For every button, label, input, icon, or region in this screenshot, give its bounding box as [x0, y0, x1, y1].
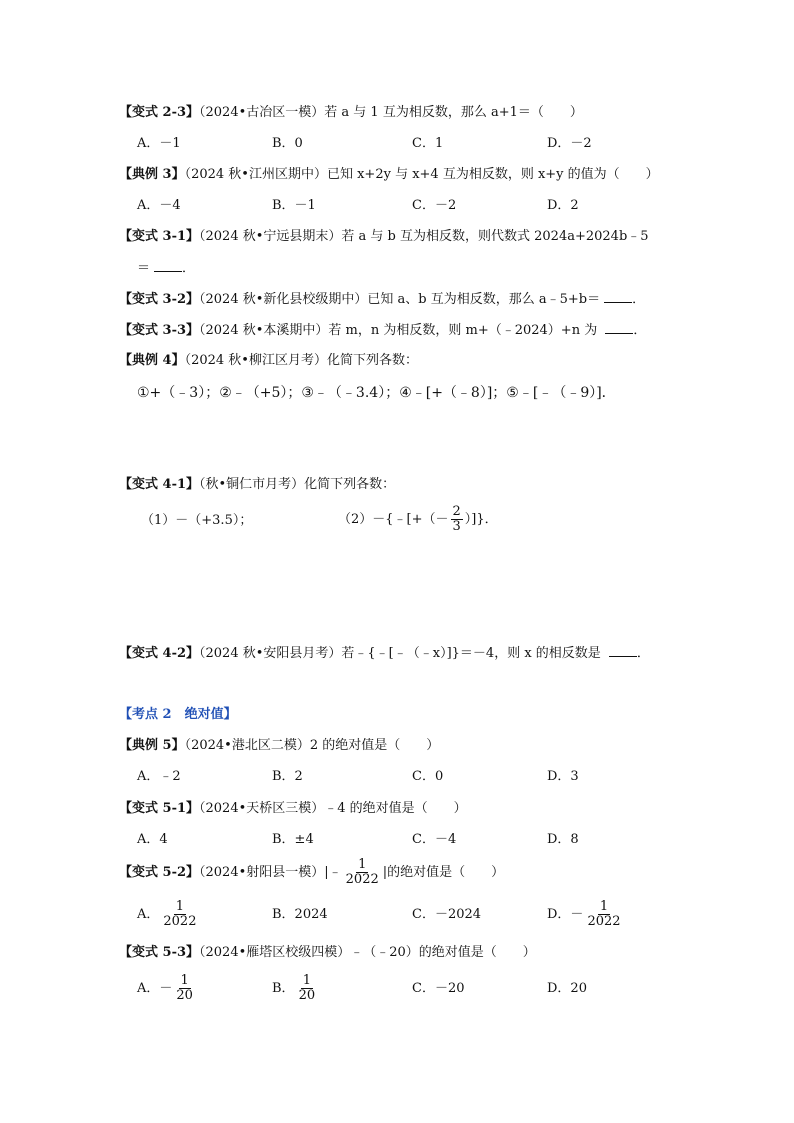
expression-prefix: （2）－{﹣[+（－ [338, 512, 449, 527]
period: ． [636, 646, 650, 661]
option-a [137, 973, 197, 1005]
option-a: A．﹣2 [137, 769, 181, 784]
question-variant-4-2 [119, 644, 650, 663]
option-d [547, 899, 625, 931]
sub-question-1: （1）－（+3.5）； [141, 513, 253, 528]
option-b: B．2 [272, 769, 303, 784]
question-tag: 【典例 4】 [119, 353, 185, 368]
question-variant-2-3 [119, 104, 583, 122]
option-c: C．－2024 [412, 907, 482, 922]
question-text: （2024•古冶区一模）若 a 与 1 互为相反数，那么 a+1＝（ ） [199, 105, 583, 120]
denominator: 20 [176, 988, 193, 1003]
option-label: D．－ [547, 907, 584, 922]
question-text: （2024 秋•宁远县期末）若 a 与 b 互为相反数，则代数式 2024a+2024b﹣5 [199, 229, 649, 244]
question-text: （2024•港北区二模）2 的绝对值是（ ） [184, 738, 440, 753]
answer-blank[interactable] [154, 259, 182, 272]
option-b: B．0 [272, 136, 303, 151]
question-tag: 【变式 3-2】 [119, 292, 200, 307]
question-variant-4-1 [119, 476, 395, 494]
question-text: （秋•铜仁市月考）化简下列各数： [199, 477, 396, 492]
fraction [161, 900, 198, 929]
question-tag: 【变式 3-1】 [119, 229, 200, 244]
question-tag: 【变式 4-1】 [119, 477, 200, 492]
numerator: 1 [599, 899, 609, 914]
denominator: 2022 [163, 914, 197, 929]
option-a: A．－4 [137, 198, 181, 213]
question-tag: 【典例 5】 [119, 738, 185, 753]
option-b [272, 973, 319, 1005]
question-variant-3-1 [119, 228, 649, 246]
question-tag: 【变式 4-2】 [119, 646, 200, 661]
question-tag: 【典例 3】 [119, 167, 185, 182]
option-label: A．－ [137, 981, 173, 996]
question-tag: 【变式 3-3】 [119, 323, 200, 338]
section-heading: 【考点 2 绝对值】 [119, 707, 237, 722]
expression-list: ①+（﹣3）；②﹣（+5）；③﹣（﹣3.4）；④﹣[+（﹣8）]；⑤﹣[﹣（﹣9）]． [137, 385, 616, 401]
question-text-suffix: |的绝对值是（ ） [382, 865, 505, 880]
question-variant-5-1 [119, 800, 467, 818]
option-c: C．1 [412, 136, 444, 151]
question-text: （2024 秋•柳江区月考）化简下列各数： [184, 353, 418, 368]
option-b: B．±4 [272, 832, 314, 847]
period: ． [633, 323, 647, 338]
fraction [451, 505, 463, 534]
numerator: 1 [175, 899, 185, 914]
option-label: B． [272, 981, 295, 996]
option-b: B．－1 [272, 198, 316, 213]
option-b: B．2024 [272, 907, 328, 922]
answer-blank[interactable] [609, 644, 637, 657]
option-d: D．3 [547, 769, 579, 784]
period: ． [632, 292, 646, 307]
option-label: A． [137, 907, 160, 922]
question-example-3 [119, 166, 659, 184]
denominator: 20 [298, 988, 316, 1003]
question-variant-3-2 [119, 290, 645, 309]
option-c: C．－4 [412, 832, 457, 847]
option-d: D．20 [547, 981, 587, 996]
question-example-5 [119, 737, 439, 755]
option-c: C．0 [412, 769, 444, 784]
answer-blank[interactable] [604, 290, 632, 303]
answer-blank[interactable] [605, 321, 633, 334]
numerator: 1 [302, 973, 311, 988]
question-tag: 【变式 5-3】 [119, 945, 200, 960]
fraction [297, 974, 318, 1003]
answer-line [137, 259, 195, 278]
denominator: 2022 [587, 914, 621, 929]
question-variant-5-3 [119, 944, 536, 962]
numerator: 2 [452, 504, 461, 519]
question-text: （2024•天桥区三模）﹣4 的绝对值是（ ） [199, 801, 467, 816]
question-text: （2024 秋•新化县校级期中）已知 a、b 互为相反数，那么 a﹣5+b＝ [199, 292, 601, 307]
option-d: D．2 [547, 198, 579, 213]
question-tag: 【变式 5-2】 [119, 865, 200, 880]
sub-question-2 [338, 505, 498, 535]
option-d: D．8 [547, 832, 579, 847]
option-a [137, 899, 200, 931]
equals-sign: ＝ [137, 261, 151, 276]
expression-suffix: ）]}． [464, 512, 498, 527]
question-variant-5-2 [119, 857, 504, 889]
option-c: C．－2 [412, 198, 457, 213]
numerator: 1 [358, 857, 367, 872]
question-text: （2024 秋•安阳县月考）若﹣{﹣[﹣（﹣x）]}＝－4，则 x 的相反数是 [199, 646, 605, 661]
question-text: （2024 秋•江州区期中）已知 x+2y 与 x+4 互为相反数，则 x+y 的值为（ ） [184, 167, 659, 182]
option-d: D．－2 [547, 136, 592, 151]
option-a: A．－1 [137, 136, 181, 151]
question-text: （2024 秋•本溪期中）若 m，n 为相反数，则 m+（﹣2024）+n 为 [199, 323, 602, 338]
fraction [344, 858, 381, 887]
question-example-4 [119, 352, 418, 370]
question-tag: 【变式 5-1】 [119, 801, 200, 816]
denominator: 2022 [345, 872, 379, 887]
question-variant-3-3 [119, 321, 646, 340]
denominator: 3 [452, 519, 461, 534]
option-a: A．4 [137, 832, 168, 847]
period: ． [182, 261, 196, 276]
fraction [585, 900, 622, 929]
question-text-prefix: （2024•射阳县一模）|﹣ [199, 865, 342, 880]
question-text: （2024•雁塔区校级四模）﹣（﹣20）的绝对值是（ ） [199, 945, 536, 960]
fraction [174, 974, 195, 1003]
option-c: C．－20 [412, 981, 465, 996]
question-tag: 【变式 2-3】 [119, 105, 200, 120]
numerator: 1 [180, 973, 189, 988]
